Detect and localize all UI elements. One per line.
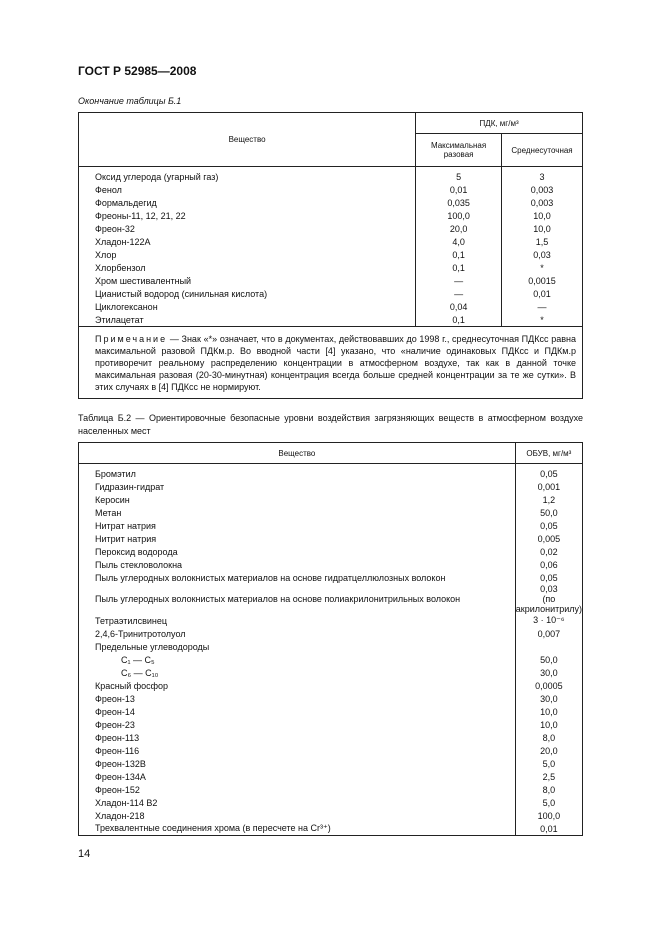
obuv-value <box>515 744 582 757</box>
substance-name: Трехвалентные соединения хрома (в пересчете на Cr³⁺) <box>79 822 516 836</box>
obuv-value <box>515 783 582 796</box>
table-row <box>79 653 583 666</box>
column-header-substance: Вещество <box>79 443 516 464</box>
table-b1 <box>78 112 583 399</box>
obuv-value <box>515 545 582 558</box>
pdk-max-value: 0,1 <box>416 313 502 327</box>
table-row <box>79 679 583 692</box>
obuv-value-text: 0,001 <box>537 481 561 492</box>
note-label: Примечание <box>95 334 168 344</box>
pdk-avg-value: 10,0 <box>502 222 583 235</box>
pdk-max-value: 0,01 <box>416 183 502 196</box>
table-row <box>79 796 583 809</box>
table-row <box>79 183 583 196</box>
pdk-max-value: 0,1 <box>416 261 502 274</box>
table-row <box>79 705 583 718</box>
obuv-value <box>515 718 582 731</box>
obuv-value-text: 0,06 <box>540 559 558 570</box>
obuv-value-text: 50,0 <box>540 654 558 665</box>
obuv-value <box>515 705 582 718</box>
substance-name: Пыль стекловолокна <box>79 558 516 571</box>
substance-name: Фреон-152 <box>79 783 516 796</box>
pdk-avg-value: * <box>502 313 583 327</box>
substance-name: Нитрат натрия <box>79 519 516 532</box>
table-row <box>79 545 583 558</box>
obuv-value-text: 8,0 <box>542 784 556 795</box>
obuv-value <box>515 640 582 653</box>
table-note-row <box>79 327 583 399</box>
obuv-value-text: 1,2 <box>542 494 556 505</box>
pdk-avg-value: 0,003 <box>502 196 583 209</box>
pdk-max-value: 4,0 <box>416 235 502 248</box>
substance-name: Хладон-114 В2 <box>79 796 516 809</box>
obuv-value <box>515 679 582 692</box>
substance-name: Предельные углеводороды <box>79 640 516 653</box>
obuv-value-text: 3 · 10⁻⁶ <box>533 615 565 625</box>
table-row <box>79 274 583 287</box>
obuv-value-text: 0,05 <box>540 520 558 531</box>
obuv-value-text: 10,0 <box>540 706 558 717</box>
substance-name: Фреон-14 <box>79 705 516 718</box>
substance-name: Циклогексанон <box>79 300 416 313</box>
substance-name: 2,4,6-Тринитротолуол <box>79 627 516 640</box>
table-row <box>79 506 583 519</box>
pdk-max-value: 20,0 <box>416 222 502 235</box>
obuv-value <box>515 770 582 783</box>
obuv-value <box>515 796 582 809</box>
substance-name: Фреон-32 <box>79 222 416 235</box>
table-row <box>79 718 583 731</box>
obuv-value <box>515 731 582 744</box>
table-row <box>79 757 583 770</box>
table-row <box>79 822 583 836</box>
table2-caption: Таблица Б.2 — Ориентировочные безопасные уровни воздействия загрязняющих веществ в атмосферном воздухе населенных мест <box>78 413 583 436</box>
obuv-value-text: 30,0 <box>540 667 558 678</box>
table-row <box>79 493 583 506</box>
obuv-value-text: 10,0 <box>540 719 558 730</box>
obuv-value-text: 0,007 <box>537 628 561 639</box>
obuv-value-text: 50,0 <box>540 507 558 518</box>
pdk-avg-value: — <box>502 300 583 313</box>
obuv-value <box>515 493 582 506</box>
pdk-max-value: 5 <box>416 167 502 184</box>
table-row <box>79 614 583 627</box>
obuv-value <box>515 614 582 627</box>
column-header-pdk: ПДК, мг/м³ <box>416 113 583 134</box>
pdk-max-value: — <box>416 287 502 300</box>
pdk-avg-value: * <box>502 261 583 274</box>
page-number: 14 <box>78 848 91 860</box>
pdk-avg-value: 0,03 <box>502 248 583 261</box>
column-header-obuv: ОБУВ, мг/м³ <box>515 443 582 464</box>
substance-name: Этилацетат <box>79 313 416 327</box>
table-row <box>79 640 583 653</box>
obuv-value <box>515 519 582 532</box>
table-row <box>79 261 583 274</box>
table-row <box>79 783 583 796</box>
pdk-max-value: 0,04 <box>416 300 502 313</box>
substance-name: Фреон-13 <box>79 692 516 705</box>
substance-name: Фреон-113 <box>79 731 516 744</box>
substance-subitem <box>79 653 516 666</box>
obuv-value-text: 0,005 <box>537 533 561 544</box>
column-header-max: Максимальная разовая <box>416 134 502 167</box>
obuv-value-text: 8,0 <box>542 732 556 743</box>
substance-name: Пыль углеродных волокнистых материалов на основе гидратцеллюлозных волокон <box>79 571 516 584</box>
pdk-avg-value: 0,0015 <box>502 274 583 287</box>
obuv-value <box>515 532 582 545</box>
substance-name: Фенол <box>79 183 416 196</box>
table-row <box>79 287 583 300</box>
substance-name: Метан <box>79 506 516 519</box>
substance-name: Хром шестивалентный <box>79 274 416 287</box>
pdk-max-value: 100,0 <box>416 209 502 222</box>
obuv-value-text: 0,0005 <box>535 680 563 691</box>
obuv-value-text: 2,5 <box>542 771 556 782</box>
table-row <box>79 731 583 744</box>
table-row <box>79 519 583 532</box>
table-row <box>79 532 583 545</box>
table-row <box>79 744 583 757</box>
table-row <box>79 692 583 705</box>
table-row <box>79 209 583 222</box>
obuv-value <box>515 757 582 770</box>
table-row <box>79 235 583 248</box>
pdk-max-value: 0,1 <box>416 248 502 261</box>
table-row <box>79 167 583 184</box>
obuv-value <box>515 584 582 614</box>
pdk-avg-value: 0,003 <box>502 183 583 196</box>
substance-name: Бромэтил <box>79 464 516 481</box>
obuv-value-text: 0,05 <box>540 572 558 583</box>
substance-name: Хладон-122А <box>79 235 416 248</box>
table-row <box>79 627 583 640</box>
note-text: — Знак «*» означает, что в документах, действовавших до 1998 г., среднесуточная ПДКсс равна максимальной разовой ПДКм.р. Во вводной части [4] указано, что «наличие одинаковых ПДКсс и ПДКм.р противоречит реальному распределению концентрации в атмосферном воздухе, так как в данной точке максимальная разовая (20-30-минутная) концентрация всегда больше средней концентрации за те же сутки». В этих случаях в [4] ПДКсс не нормируют. <box>95 334 576 392</box>
substance-name: Тетраэтилсвинец <box>79 614 516 627</box>
table-row <box>79 480 583 493</box>
substance-name: Фреон-132В <box>79 757 516 770</box>
obuv-value-text: 0,02 <box>540 546 558 557</box>
table-row <box>79 558 583 571</box>
substance-name: Оксид углерода (угарный газ) <box>79 167 416 184</box>
substance-name: Хлорбензол <box>79 261 416 274</box>
substance-subitem <box>79 666 516 679</box>
table-row <box>79 313 583 327</box>
table-row <box>79 584 583 614</box>
obuv-value-text: 0,05 <box>540 468 558 479</box>
table-row <box>79 770 583 783</box>
obuv-value <box>515 506 582 519</box>
substance-name: Хладон-218 <box>79 809 516 822</box>
document-header: ГОСТ Р 52985—2008 <box>78 64 197 78</box>
column-header-avg: Среднесуточная <box>502 134 583 167</box>
pdk-avg-value: 0,01 <box>502 287 583 300</box>
pdk-max-value: — <box>416 274 502 287</box>
table-row <box>79 666 583 679</box>
substance-name: Фреон-23 <box>79 718 516 731</box>
obuv-value-text: 20,0 <box>540 745 558 756</box>
table-row <box>79 196 583 209</box>
subitem-label: С₁ — С₅ <box>121 654 155 665</box>
table-note <box>79 327 583 399</box>
table1-caption: Окончание таблицы Б.1 <box>78 96 182 106</box>
obuv-value <box>515 464 582 481</box>
obuv-value <box>515 480 582 493</box>
obuv-value-text: 100,0 <box>537 810 561 821</box>
table-row <box>79 809 583 822</box>
obuv-value <box>515 558 582 571</box>
substance-name: Нитрит натрия <box>79 532 516 545</box>
table-row <box>79 222 583 235</box>
substance-name: Пыль углеродных волокнистых материалов на основе полиакрилонитрильных волокон <box>79 584 516 614</box>
obuv-value-text: 5,0 <box>542 758 556 769</box>
column-header-substance: Вещество <box>79 113 416 167</box>
obuv-value-text: 30,0 <box>540 693 558 704</box>
obuv-value <box>515 809 582 822</box>
obuv-value-text: 0,01 <box>540 823 558 834</box>
substance-name: Гидразин-гидрат <box>79 480 516 493</box>
obuv-value-text: 0,03 <box>540 584 558 594</box>
substance-name: Фреон-134А <box>79 770 516 783</box>
substance-name: Фреоны-11, 12, 21, 22 <box>79 209 416 222</box>
subitem-label: С₆ — С₁₀ <box>121 667 159 678</box>
substance-name: Фреон-116 <box>79 744 516 757</box>
substance-name: Формальдегид <box>79 196 416 209</box>
substance-name: Керосин <box>79 493 516 506</box>
substance-name: Хлор <box>79 248 416 261</box>
substance-name: Пероксид водорода <box>79 545 516 558</box>
pdk-max-value: 0,035 <box>416 196 502 209</box>
table-row <box>79 464 583 481</box>
obuv-value-text: 5,0 <box>542 797 556 808</box>
table-b2 <box>78 442 583 836</box>
table-row <box>79 300 583 313</box>
obuv-value <box>515 627 582 640</box>
obuv-value <box>515 653 582 666</box>
substance-name: Красный фосфор <box>79 679 516 692</box>
substance-name: Цианистый водород (синильная кислота) <box>79 287 416 300</box>
table-row <box>79 248 583 261</box>
obuv-value-note: (по акрилонитрилу) <box>515 594 582 614</box>
pdk-avg-value: 1,5 <box>502 235 583 248</box>
table-row <box>79 571 583 584</box>
pdk-avg-value: 10,0 <box>502 209 583 222</box>
obuv-value <box>515 692 582 705</box>
obuv-value <box>515 666 582 679</box>
pdk-avg-value: 3 <box>502 167 583 184</box>
obuv-value <box>515 571 582 584</box>
obuv-value <box>515 822 582 836</box>
